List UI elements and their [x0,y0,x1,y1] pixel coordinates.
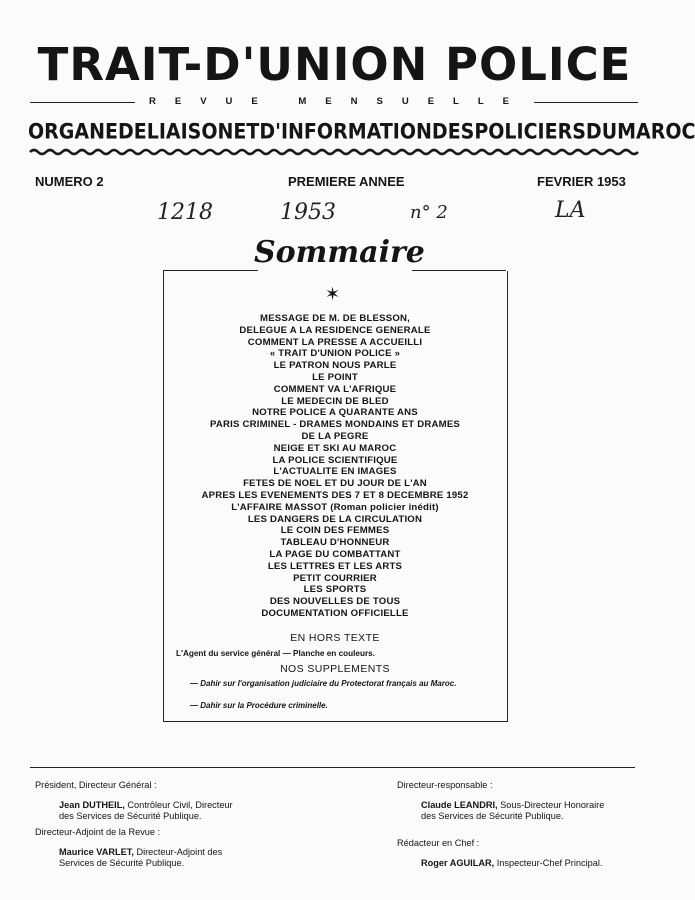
organ-word: DE [117,119,147,145]
supplement-item: — Dahir sur l'organisation judiciaire du Protectorat français au Maroc. [190,679,457,688]
sommaire-heading: Sommaire [254,235,425,270]
list-item: LE MEDECIN DE BLED [281,395,389,407]
list-item: DOCUMENTATION OFFICIELLE [261,607,409,619]
organ-word: ORGANE [28,119,118,145]
handwritten-ref: 1218 [157,200,213,225]
issue-year: PREMIERE ANNEE [288,174,405,189]
list-item: « TRAIT D'UNION POLICE » [269,348,401,360]
organ-word: D'INFORMATION [259,119,432,145]
list-item: COMMENT VA L'AFRIQUE [273,383,397,395]
list-item: DELEGUE A LA RESIDENCE GENERALE [239,324,431,336]
handwritten-initials: LA [555,198,586,223]
list-item: L'ACTUALITE EN IMAGES [273,466,397,478]
masthead-title: TRAIT-D'UNION POLICE [37,38,632,91]
masthead-subtitle: REVUE MENSUELLE [0,96,669,108]
list-item: FETES DE NOEL ET DU JOUR DE L'AN [243,478,427,490]
issue-number: NUMERO 2 [35,174,104,189]
list-item: APRES LES EVENEMENTS DES 7 ET 8 DECEMBRE 1952 [201,489,469,501]
masthead-organ-line [28,119,695,146]
organ-word: DES [431,119,475,145]
credit-desc: des Services de Sécurité Publique. [421,811,564,821]
list-item: L'AFFAIRE MASSOT (Roman policier inédit) [231,501,439,513]
supplement-item: — Dahir sur la Procédure criminelle. [190,701,328,710]
wavy-divider [30,147,638,157]
credit-name: Maurice VARLET, [59,846,134,857]
credit-role: Directeur-Adjoint de la Revue : [35,827,161,837]
list-item: LE POINT [312,371,358,383]
credit-role: Rédacteur en Chef : [397,838,480,848]
list-item: LES LETTRES ET LES ARTS [267,560,403,572]
issue-date: FEVRIER 1953 [537,174,626,189]
handwritten-num: n° 2 [410,202,448,223]
list-item: MESSAGE DE M. DE BLESSON, [260,313,410,324]
star-ornament: ✶ [325,284,341,304]
credit-desc: Inspecteur-Chef Principal. [496,857,603,868]
hors-texte-item: L'Agent du service général — Planche en couleurs. [176,649,375,658]
sommaire-list [165,313,505,620]
list-item: LE PATRON NOUS PARLE [273,360,397,372]
list-item: DE LA PEGRE [301,430,369,442]
list-item: LA POLICE SCIENTIFIQUE [272,454,398,466]
credit-adjoint [35,827,335,870]
credit-desc: Directeur-Adjoint des [136,846,223,857]
list-item: TABLEAU D'HONNEUR [280,537,390,549]
organ-word: LIAISON [146,119,234,145]
list-item: PETIT COURRIER [293,572,377,584]
list-item: DES NOUVELLES DE TOUS [269,596,401,608]
list-item: LA PAGE DU COMBATTANT [269,548,401,560]
credit-president [35,780,335,823]
handwritten-year: 1953 [280,200,336,225]
list-item: NOTRE POLICE A QUARANTE ANS [252,407,418,419]
credit-responsable [397,780,657,823]
list-item: PARIS CRIMINEL - DRAMES MONDAINS ET DRAMES [209,419,461,431]
credit-desc: des Services de Sécurité Publique. [59,811,202,821]
credit-name: Roger AGUILAR, [421,857,495,868]
organ-word: POLICIERS [474,119,586,145]
credit-desc: Services de Sécurité Publique. [59,858,185,868]
list-item: LES DANGERS DE LA CIRCULATION [247,513,423,525]
organ-word: MAROC [617,119,695,145]
credit-desc: Sous-Directeur Honoraire [500,799,605,810]
list-item: NEIGE ET SKI AU MAROC [273,442,397,454]
credit-name: Jean DUTHEIL, [59,799,125,810]
organ-word: DU [585,119,618,145]
list-item: LES SPORTS [303,584,367,596]
hors-texte-label: EN HORS TEXTE [290,632,380,644]
credit-role: Président, Directeur Général : [35,780,157,790]
credit-name: Claude LEANDRI, [421,799,498,810]
list-item: COMMENT LA PRESSE A ACCUEILLI [247,336,423,348]
footer-rule [30,767,635,768]
credit-role: Directeur-responsable : [397,780,493,790]
credit-desc: Contrôleur Civil, Directeur [127,799,233,810]
supplements-label: NOS SUPPLEMENTS [280,663,390,675]
credit-redacteur [397,838,657,869]
organ-word: ET [233,119,260,145]
list-item: LE COIN DES FEMMES [280,525,390,537]
